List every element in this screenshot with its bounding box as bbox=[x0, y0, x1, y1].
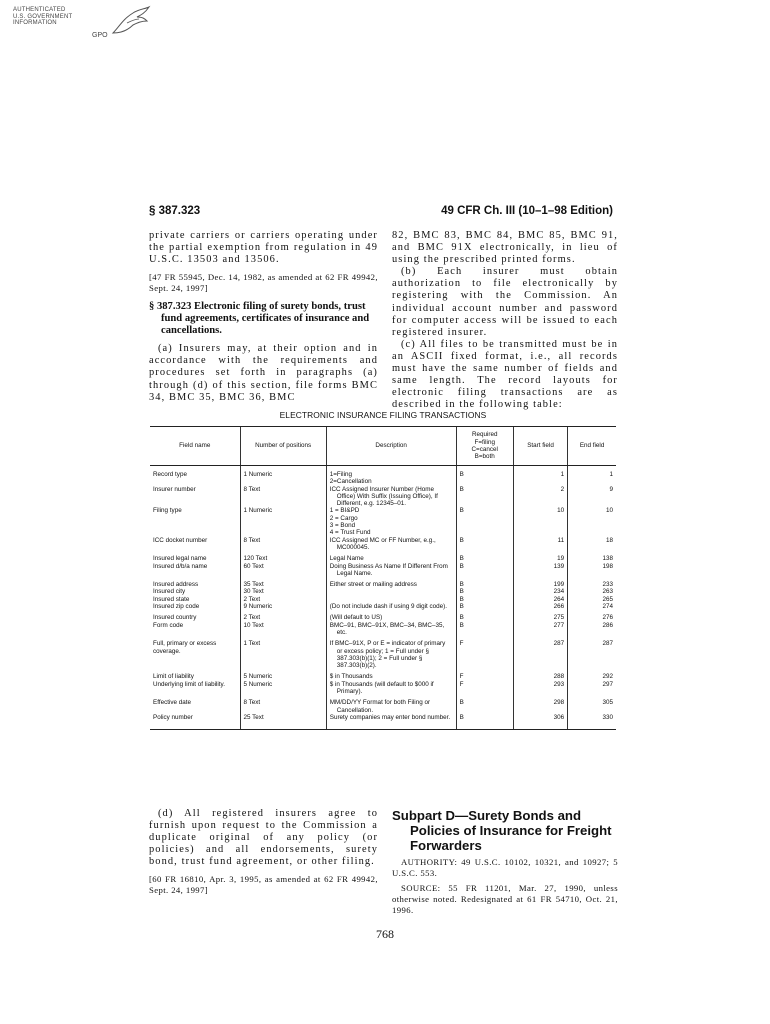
column-header-required bbox=[456, 427, 513, 466]
cell-positions: 5 Numeric bbox=[240, 681, 326, 696]
table-row bbox=[150, 466, 616, 486]
description-line: 1=Filing bbox=[329, 471, 352, 478]
left-column bbox=[149, 230, 378, 404]
cell-required: B bbox=[456, 714, 513, 730]
table-row bbox=[150, 551, 616, 562]
cell-description bbox=[326, 622, 456, 637]
cell-description bbox=[326, 610, 456, 621]
cell-start: 266 bbox=[513, 603, 567, 610]
table-row bbox=[150, 603, 616, 610]
cell-positions: 1 Numeric bbox=[240, 507, 326, 536]
cell-required: B bbox=[456, 577, 513, 588]
description-line: ICC Assigned MC or FF Number, e.g., MC000045. bbox=[329, 536, 436, 551]
cell-description bbox=[326, 669, 456, 680]
cell-end: 265 bbox=[568, 596, 616, 603]
cell-end: 9 bbox=[568, 486, 616, 508]
cell-start: 298 bbox=[513, 695, 567, 714]
table-row bbox=[150, 537, 616, 552]
cell-end: 305 bbox=[568, 695, 616, 714]
cell-required: B bbox=[456, 466, 513, 486]
cell-required: B bbox=[456, 603, 513, 610]
cell-required: B bbox=[456, 551, 513, 562]
cell-end: 138 bbox=[568, 551, 616, 562]
cell-field-name: Insured d/b/a name bbox=[153, 562, 208, 570]
cell-positions: 10 Text bbox=[240, 622, 326, 637]
table-row bbox=[150, 681, 616, 696]
cell-start: 11 bbox=[513, 537, 567, 552]
required-line-1: Required bbox=[471, 431, 498, 439]
bottom-left-column bbox=[149, 808, 378, 902]
description-line: BMC–91, BMC–91X, BMC–34, BMC–35, etc. bbox=[329, 621, 445, 636]
cell-description bbox=[326, 466, 456, 486]
table-row bbox=[150, 622, 616, 637]
cell-description bbox=[326, 636, 456, 669]
gpo-authentication-logo bbox=[13, 5, 143, 55]
citation-amendment-2: [60 FR 16810, Apr. 3, 1995, as amended at 62 FR 49942, Sept. 24, 1997] bbox=[149, 874, 378, 896]
cell-end: 18 bbox=[568, 537, 616, 552]
cell-field-name: Limit of liability bbox=[153, 673, 194, 681]
column-header-description: Description bbox=[326, 427, 456, 466]
cell-field-name: Filing type bbox=[153, 507, 182, 515]
required-line-2: F=filing bbox=[474, 438, 495, 446]
cell-description bbox=[326, 551, 456, 562]
cell-start: 288 bbox=[513, 669, 567, 680]
table-row bbox=[150, 636, 616, 669]
cell-end: 286 bbox=[568, 622, 616, 637]
table-row bbox=[150, 486, 616, 508]
cell-description bbox=[326, 563, 456, 578]
right-column bbox=[392, 230, 618, 411]
paragraph-c: (c) All files to be transmitted must be in an ASCII fixed format, i.e., all records must have the same number of fields and same length. The record layouts for electronic filing transactions are as described in the following table: bbox=[392, 338, 618, 411]
cell-field-name: Insured country bbox=[153, 614, 197, 622]
cell-description bbox=[326, 577, 456, 588]
table-row bbox=[150, 714, 616, 730]
cell-start: 139 bbox=[513, 563, 567, 578]
cell-start: 10 bbox=[513, 507, 567, 536]
chapter-edition-header: 49 CFR Ch. III (10–1–98 Edition) bbox=[441, 205, 613, 217]
cell-positions: 8 Text bbox=[240, 537, 326, 552]
cell-positions: 35 Text bbox=[240, 577, 326, 588]
gpo-line-1: AUTHENTICATED bbox=[13, 7, 66, 13]
cell-positions: 120 Text bbox=[240, 551, 326, 562]
column-header-end: End field bbox=[568, 427, 616, 466]
cell-start: 306 bbox=[513, 714, 567, 730]
cell-positions: 8 Text bbox=[240, 695, 326, 714]
cell-start: 293 bbox=[513, 681, 567, 696]
cell-positions: 9 Numeric bbox=[240, 603, 326, 610]
description-line: If BMC–91X, P or E = indicator of primary or excess policy; 1 = Full under § 387.303(b)(1); 2 = Full under § 387.303(b)(2). bbox=[329, 640, 446, 670]
cell-field-name: Record type bbox=[153, 471, 187, 478]
cell-end: 233 bbox=[568, 577, 616, 588]
cell-positions: 60 Text bbox=[240, 563, 326, 578]
description-line: 4 = Trust Fund bbox=[329, 529, 371, 537]
cell-start: 287 bbox=[513, 636, 567, 669]
table-row bbox=[150, 610, 616, 621]
cell-field-name: Insured address bbox=[153, 581, 199, 589]
cell-field-name: Insured legal name bbox=[153, 555, 207, 563]
bottom-right-column bbox=[392, 857, 618, 916]
description-line: MM/DD/YY Format for both Filing or Cancellation. bbox=[329, 699, 431, 714]
cell-positions: 25 Text bbox=[240, 714, 326, 730]
cell-description bbox=[326, 681, 456, 696]
column-header-start: Start field bbox=[513, 427, 567, 466]
cell-field-name: Policy number bbox=[150, 714, 240, 730]
cell-description bbox=[326, 486, 456, 508]
cell-required: B bbox=[456, 588, 513, 595]
gpo-authentication-text bbox=[13, 7, 72, 27]
cell-end: 263 bbox=[568, 588, 616, 595]
cell-start: 264 bbox=[513, 596, 567, 603]
page-number: 768 bbox=[376, 927, 394, 941]
cell-field-name: Effective date bbox=[153, 699, 192, 707]
cell-required: B bbox=[456, 537, 513, 552]
gpo-line-2: U.S. GOVERNMENT bbox=[13, 13, 73, 20]
table-row bbox=[150, 577, 616, 588]
cell-required: B bbox=[456, 507, 513, 536]
table-row bbox=[150, 596, 616, 603]
table-title: ELECTRONIC INSURANCE FILING TRANSACTIONS bbox=[279, 410, 487, 420]
table-row bbox=[150, 507, 616, 536]
cell-start: 1 bbox=[513, 466, 567, 486]
required-line-3: C=cancel bbox=[471, 446, 498, 453]
table-header-row bbox=[150, 427, 616, 466]
eagle-icon bbox=[109, 5, 151, 39]
description-line: 2 = Cargo bbox=[329, 514, 358, 522]
table-body bbox=[150, 466, 616, 730]
cell-start: 199 bbox=[513, 577, 567, 588]
paragraph-a-continued: 82, BMC 83, BMC 84, BMC 85, BMC 91, and BMC 91X electronically, in lieu of using the prescribed printed forms. bbox=[392, 230, 618, 266]
cell-end: 330 bbox=[568, 714, 616, 730]
cell-end: 276 bbox=[568, 610, 616, 621]
authority-note: AUTHORITY: 49 U.S.C. 10102, 10321, and 10927; 5 U.S.C. 553. bbox=[392, 857, 618, 878]
cell-end: 274 bbox=[568, 603, 616, 610]
cell-positions: 1 Numeric bbox=[240, 466, 326, 486]
cell-start: 234 bbox=[513, 588, 567, 595]
description-line: (Will default to US) bbox=[329, 614, 383, 622]
column-header-field-name: Field name bbox=[150, 427, 240, 466]
description-line: Surety companies may enter bond number. bbox=[329, 713, 451, 721]
cell-field-name: ICC docket number bbox=[153, 536, 208, 544]
cell-end: 287 bbox=[568, 636, 616, 669]
cell-description bbox=[326, 714, 456, 730]
cell-end: 297 bbox=[568, 681, 616, 696]
electronic-filing-table bbox=[150, 426, 616, 730]
cell-positions: 8 Text bbox=[240, 486, 326, 508]
cell-field-name: Insured city bbox=[153, 588, 186, 596]
cell-positions: 2 Text bbox=[240, 596, 326, 603]
paragraph-a: (a) Insurers may, at their option and in accordance with the requirements and procedures set forth in paragraphs (a) through (d) of this section, file forms BMC 34, BMC 35, BMC 36, BMC bbox=[149, 343, 378, 403]
cell-description bbox=[326, 537, 456, 552]
cell-description bbox=[326, 507, 456, 536]
gpo-mark-text: GPO bbox=[92, 32, 108, 39]
cell-field-name: Insurer number bbox=[153, 485, 196, 493]
description-line: $ in Thousands bbox=[329, 673, 373, 681]
cell-field-name: Form code bbox=[153, 621, 184, 629]
cell-description bbox=[326, 695, 456, 714]
cell-start: 19 bbox=[513, 551, 567, 562]
paragraph-d: (d) All registered insurers agree to furnish upon request to the Commission a duplicate original of any policy (or policies) and all endorsements, surety bond, trust fund agreement, or other filing. bbox=[149, 808, 378, 868]
cell-required: F bbox=[456, 636, 513, 669]
subpart-d-heading: Subpart D—Surety Bonds and Policies of Insurance for Freight Forwarders bbox=[392, 808, 612, 853]
cell-required: B bbox=[456, 695, 513, 714]
section-number-header: § 387.323 bbox=[149, 205, 201, 217]
description-line: $ in Thousands (will default to $000 if Primary). bbox=[329, 680, 434, 696]
description-line: 1 = BI&PD bbox=[329, 507, 360, 515]
cell-positions: 2 Text bbox=[240, 610, 326, 621]
cell-required: B bbox=[456, 622, 513, 637]
table-row bbox=[150, 695, 616, 714]
description-line: 3 = Bond bbox=[329, 522, 356, 530]
description-line: ICC Assigned Insurer Number (Home Office) With Suffix (Issuing Office), If Different, e.g. 12345–01. bbox=[329, 485, 438, 508]
section-heading-387-323: § 387.323 Electronic filing of surety bonds, trust fund agreements, certificates of insurance and cancellations. bbox=[149, 301, 370, 337]
cell-positions: 5 Numeric bbox=[240, 669, 326, 680]
cell-positions: 1 Text bbox=[240, 636, 326, 669]
cell-required: B bbox=[456, 610, 513, 621]
cell-required: B bbox=[456, 486, 513, 508]
cell-field-name: Full, primary or excess coverage. bbox=[153, 640, 217, 655]
cell-start: 2 bbox=[513, 486, 567, 508]
description-line: Doing Business As Name If Different From Legal Name. bbox=[329, 562, 448, 577]
cell-end: 10 bbox=[568, 507, 616, 536]
description-line: (Do not include dash if using 9 digit code). bbox=[329, 603, 448, 611]
cell-required: F bbox=[456, 669, 513, 680]
citation-amendment-1: [47 FR 55945, Dec. 14, 1982, as amended at 62 FR 49942, Sept. 24, 1997] bbox=[149, 272, 378, 294]
cell-end: 292 bbox=[568, 669, 616, 680]
required-line-4: B=both bbox=[474, 453, 495, 461]
paragraph-private-carriers: private carriers or carriers operating under the partial exemption from regulation in 49 U.S.C. 13503 and 13506. bbox=[149, 230, 378, 266]
cell-end: 1 bbox=[568, 466, 616, 486]
cell-description bbox=[326, 596, 456, 603]
cell-start: 275 bbox=[513, 610, 567, 621]
cell-required: B bbox=[456, 596, 513, 603]
cell-start: 277 bbox=[513, 622, 567, 637]
column-header-positions: Number of positions bbox=[240, 427, 326, 466]
cell-required: B bbox=[456, 563, 513, 578]
cell-required: F bbox=[456, 681, 513, 696]
cell-field-name: Underlying limit of liability. bbox=[153, 680, 225, 688]
paragraph-b: (b) Each insurer must obtain authorization to file electronically by registering with the Commission. An individual account number and password for computer access will be issued to each registered insurer. bbox=[392, 266, 618, 338]
cell-description bbox=[326, 603, 456, 610]
description-line: Legal Name bbox=[329, 555, 364, 563]
cell-description bbox=[326, 588, 456, 595]
cell-field-name: Insured state bbox=[153, 595, 190, 603]
cell-end: 198 bbox=[568, 563, 616, 578]
cell-positions: 30 Text bbox=[240, 588, 326, 595]
table-row bbox=[150, 563, 616, 578]
cell-field-name: Insured zip code bbox=[153, 603, 200, 611]
description-line: 2=Cancellation bbox=[329, 478, 372, 486]
table-row bbox=[150, 669, 616, 680]
table-row bbox=[150, 588, 616, 595]
description-line: Either street or mailing address bbox=[329, 581, 417, 589]
source-note: SOURCE: 55 FR 11201, Mar. 27, 1990, unless otherwise noted. Redesignated at 61 FR 54710, Oct. 21, 1996. bbox=[392, 883, 618, 915]
gpo-line-3: INFORMATION bbox=[13, 20, 57, 27]
